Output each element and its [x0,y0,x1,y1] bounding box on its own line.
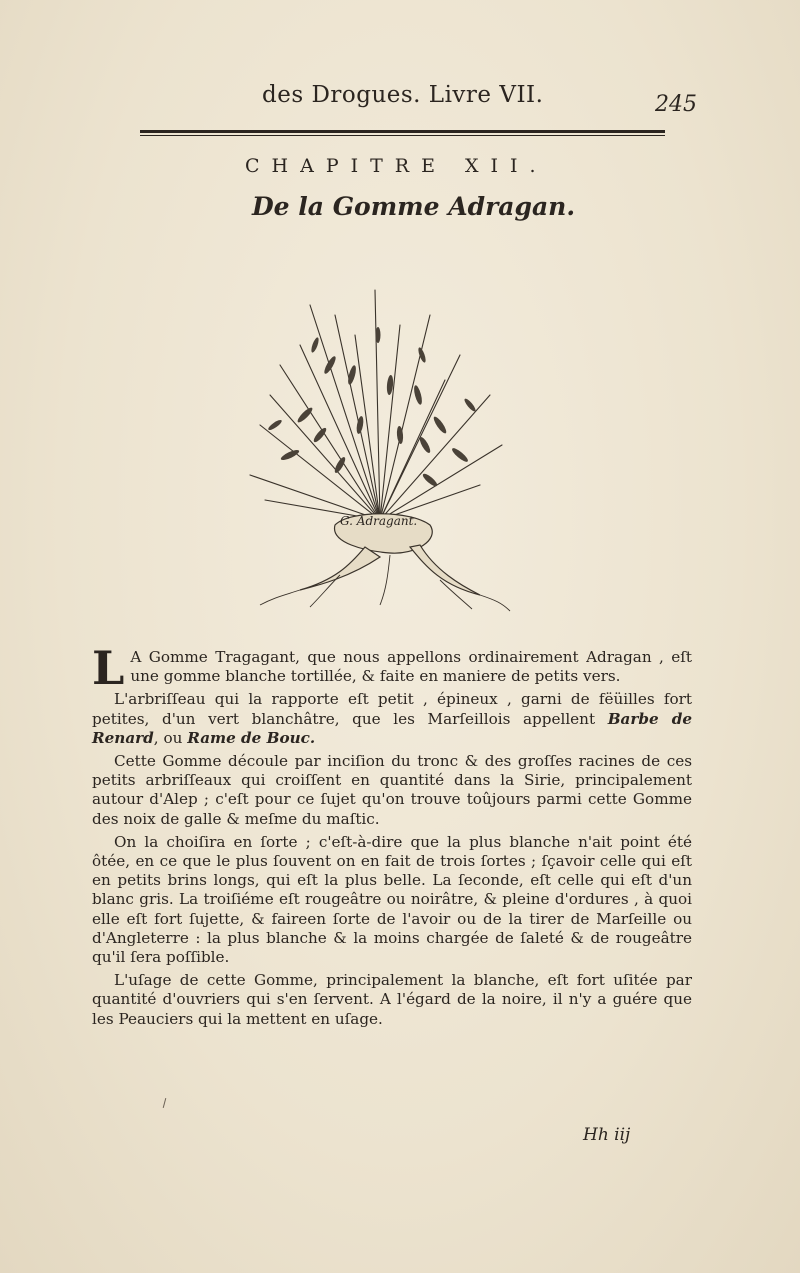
running-head: des Drogues. Livre VII. [262,82,544,108]
ink-mark [163,1098,167,1108]
illustration-caption: G. Adragant. [340,514,418,528]
header-rule-thin [140,135,665,136]
paragraph-3: Cette Gomme découle par inciſion du tronc & des groſſes racines de ces petits arbriſſeaux qui croiſſent en quantité dans la Sirie, principalement autour d'Alep ; c'eſt pour ce ſujet qu'on trouve toûjours parmi cette Gomme des noix de galle & meſme du maſtic. [92,752,692,828]
paragraph-2 [92,690,692,748]
paragraph-5: L'uſage de cette Gomme, principalement la blanche, eſt fort uſitée par quantité d'ouvriers qui s'en ſervent. A l'égard de la noire, il n'y a guére que les Peauciers qui la mettent en uſage. [92,971,692,1028]
paragraph-2-mid: , ou [153,728,183,747]
chapter-title: De la Gomme Adragan. [252,192,576,221]
body-text [92,641,693,1033]
plant-name-1: Barbe de Renard [92,709,693,747]
paragraph-4: On la choiſira en ſorte ; c'eſt-à-dire que la plus blanche n'ait point été ôtée, en ce que le plus ſouvent on en fait de trois ſortes ; ſçavoir celle qui eſt en petits brins longs, qui eſt la plus belle. La ſeconde, eſt celle qui eſt d'un blanc gris. La troiſiéme eſt rougeâtre ou noirâtre, & pleine d'ordures , à quoi elle eſt fort ſujette, & faireen ſorte de l'avoir ou de la tirer de Marſeille ou d'Angleterre : la plus blanche & la moins chargée de ſaleté & de rougeâtre qu'il ſera poſſible. [92,832,692,967]
signature-mark: Hh iij [583,1125,631,1145]
chapter-label: CHAPITRE XII. [245,155,548,177]
paragraph-1 [92,641,692,695]
paragraph-2-text: L'arbriſſeau qui la rapporte eſt petit , épineux , garni de fëüilles fort petites, d'un vert blanchâtre, que les Marſeillois appellent [92,690,692,728]
plant-engraving-illustration [240,285,520,615]
header-rule [140,130,665,133]
drop-cap: L [92,641,125,695]
plant-name-2: Rame de Bouc. [187,728,316,747]
page-number: 245 [655,92,697,117]
paragraph-1-text: A Gomme Tragagant, que nous appellons ordinairement Adragan , eſt une gomme blanche tortillée, & faite en maniere de petits vers. [130,648,692,686]
